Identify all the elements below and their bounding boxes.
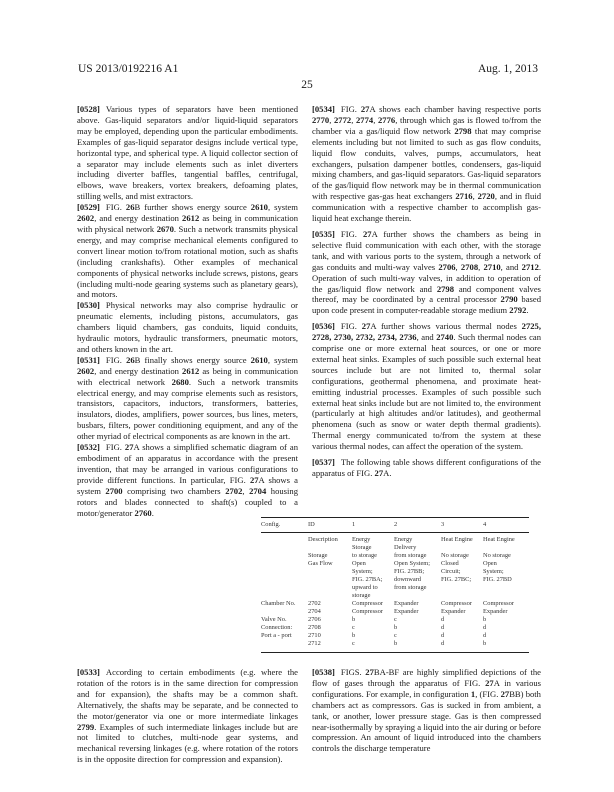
description-line: System; bbox=[352, 568, 373, 575]
description-line: Storage bbox=[352, 544, 372, 551]
description-line: No storage bbox=[483, 552, 511, 559]
paragraph-0528 bbox=[77, 104, 298, 202]
paragraph-text: A shows each chamber having respective ports bbox=[369, 104, 541, 114]
table-header-cell: ID bbox=[308, 521, 315, 528]
table-body bbox=[261, 600, 529, 648]
description-line bbox=[483, 584, 529, 592]
paragraph-text: . Examples of such intermediate linkages include but are not limited to clutches, multi-node gear systems, and mechanical reversing linkages (e.g. where rotation of the rotors is in the opposite direction for compression and expansion). bbox=[77, 721, 298, 765]
row-label bbox=[261, 608, 308, 616]
reference-numeral: 1 bbox=[470, 688, 476, 699]
paragraph-text: , through which gas is flowed to/from the chamber via a gas/liquid flow network bbox=[312, 114, 542, 136]
table-cell: Compressor bbox=[441, 600, 472, 607]
reference-numeral: 2712 bbox=[521, 261, 539, 272]
reference-numeral: 27 bbox=[361, 321, 371, 332]
reference-numeral: 2740 bbox=[436, 332, 454, 343]
paragraph-0533 bbox=[77, 667, 298, 765]
table-cell: c bbox=[352, 640, 355, 647]
paragraph-text: , bbox=[478, 261, 484, 272]
paragraph-0532 bbox=[77, 442, 298, 518]
description-line: No storage bbox=[441, 552, 469, 559]
description-line: Closed bbox=[441, 560, 459, 567]
paragraph-text: A in various configurations. For example, in configuration bbox=[312, 677, 542, 699]
publication-number: US 2013/0192216 A1 bbox=[78, 63, 179, 75]
description-line: from storage bbox=[394, 584, 427, 591]
reference-numeral: 2602 bbox=[77, 213, 95, 224]
reference-numeral: 27 bbox=[360, 104, 370, 114]
table-description-row bbox=[261, 536, 529, 600]
description-line: Heat Engine bbox=[441, 536, 473, 543]
table-header-cell: Config. bbox=[261, 521, 281, 528]
paragraph-0530 bbox=[77, 300, 298, 355]
table-header-row bbox=[261, 518, 529, 532]
configuration-table bbox=[261, 517, 529, 653]
paragraph-0531 bbox=[77, 355, 298, 442]
reference-numeral: 2720 bbox=[477, 191, 495, 202]
paragraph-text: FIG. bbox=[340, 321, 362, 332]
row-label: Chamber No. bbox=[261, 600, 296, 607]
description-line bbox=[394, 592, 441, 600]
description-line: FIG. 27BA; bbox=[352, 576, 383, 583]
paragraph-text: BB) both chambers act as compressors. Gas is sucked in from ambient, a tank, or another, lower pressure stage. Gas is then compressed near-isothermally by spraying a liquid into the air during or before compression. An amount of liquid introduced into the chambers controls the discharge temperature bbox=[312, 688, 541, 754]
reference-numeral: 2792 bbox=[509, 305, 527, 316]
paragraph-id: [0535] bbox=[312, 228, 335, 239]
table-cell: b bbox=[483, 640, 487, 647]
table-cell: Expander bbox=[483, 608, 508, 615]
paragraph-text: , bbox=[329, 114, 334, 125]
row-label: Connection: bbox=[261, 624, 293, 631]
paragraph-id: [0528] bbox=[77, 104, 100, 114]
table-cell: c bbox=[394, 616, 397, 623]
table-row bbox=[261, 608, 529, 616]
description-line: System; bbox=[483, 568, 504, 575]
row-id: 2704 bbox=[308, 608, 321, 615]
paragraph-0534 bbox=[312, 104, 541, 224]
reference-numeral: 2602 bbox=[77, 365, 95, 376]
paragraph-text: , (FIG. bbox=[475, 688, 501, 699]
reference-numeral: 2772 bbox=[334, 114, 352, 125]
row-id: 2706 bbox=[308, 616, 321, 623]
paragraph-0537 bbox=[312, 457, 541, 479]
right-column-bottom bbox=[312, 667, 541, 754]
table-row bbox=[261, 616, 529, 624]
paragraph-text: B further shows energy source bbox=[134, 202, 251, 213]
paragraph-id: [0529] bbox=[77, 202, 100, 213]
left-column-top bbox=[77, 104, 298, 518]
table-cell: Expander bbox=[394, 600, 419, 607]
paragraph-0535 bbox=[312, 229, 541, 316]
reference-numeral: 2760 bbox=[134, 507, 152, 518]
paragraph-id: [0538] bbox=[312, 667, 335, 677]
paragraph-id: [0537] bbox=[312, 457, 335, 468]
paragraph-text: . bbox=[151, 507, 154, 518]
left-column-bottom bbox=[77, 667, 298, 765]
paragraph-text: , bbox=[351, 114, 356, 125]
table-cell: c bbox=[352, 624, 355, 631]
paragraph-text: According to certain embodiments (e.g. where the rotation of the rotors is in the same direction for compression and for expansion), the shafts may be a common shaft. Alternatively, the shafts may be separate, and be connected to the motor/generator via one or more intermediate linkages bbox=[77, 667, 298, 721]
description-line: Heat Engine bbox=[483, 536, 515, 543]
reference-numeral: 27 bbox=[124, 442, 134, 453]
paragraph-text: , and bbox=[416, 332, 437, 343]
description-label: Description bbox=[308, 536, 338, 543]
paragraph-text: . bbox=[526, 305, 529, 316]
paragraph-id: [0533] bbox=[77, 667, 100, 677]
reference-numeral: 2774 bbox=[356, 114, 374, 125]
row-id: 2712 bbox=[308, 640, 321, 647]
table-row bbox=[261, 600, 529, 608]
table-row bbox=[261, 624, 529, 632]
description-line: downward bbox=[394, 576, 421, 583]
paragraph-id: [0536] bbox=[312, 321, 335, 332]
table-cell: Expander bbox=[441, 608, 466, 615]
table-cell: d bbox=[483, 624, 487, 631]
paragraph-text: A shows a simplified schematic diagram of an embodiment of an apparatus in accordance with the present invention, that may be arranged in various configurations to provide different functions. In particular, FIG. bbox=[77, 442, 298, 485]
paragraph-text: A further shows various thermal nodes bbox=[370, 321, 522, 332]
paragraph-text: as being in communication with electrical network bbox=[77, 365, 298, 387]
table-header-cell: 1 bbox=[352, 521, 356, 528]
table-cell: c bbox=[394, 632, 397, 639]
paragraph-text: , system bbox=[267, 202, 298, 213]
paragraph-id: [0531] bbox=[77, 354, 100, 365]
description-config-3 bbox=[441, 536, 483, 600]
description-line bbox=[483, 544, 529, 552]
paragraph-text: A. bbox=[383, 468, 392, 478]
description-line: FIG. 27BC; bbox=[441, 576, 472, 583]
table-cell: d bbox=[441, 624, 445, 631]
paragraph-text: A further shows the chambers as being in selective fluid communication with each other, with the storage tank, and with various ports to the system, through a network of gas conduits and multi-way valves bbox=[312, 228, 541, 272]
description-line bbox=[441, 544, 483, 552]
publication-date: Aug. 1, 2013 bbox=[477, 63, 538, 75]
reference-numeral: 2612 bbox=[182, 365, 200, 376]
paragraph-text: FIG. bbox=[105, 202, 126, 213]
description-line: storage bbox=[352, 592, 371, 599]
row-id: 2710 bbox=[308, 632, 321, 639]
paragraph-text: , bbox=[472, 191, 478, 202]
description-line: FIG. 27BD bbox=[483, 576, 512, 583]
paragraph-text: . Such a network transmits electrical energy, and may comprise elements such as resistors, transistors, capacitors, inductors, transformers, batteries, insulators, diodes, amplifiers, power sources, bus lines, meters, busbars, filters, power conditioning equipment, and any of the other myriad of electrical components as are known in the art. bbox=[77, 376, 298, 442]
table-cell: d bbox=[441, 632, 445, 639]
description-line bbox=[441, 592, 483, 600]
table-cell: b bbox=[483, 616, 487, 623]
reference-numeral: 2799 bbox=[77, 721, 95, 732]
paragraph-text: , bbox=[242, 485, 250, 496]
table-cell: Compressor bbox=[483, 600, 514, 607]
table-row bbox=[261, 640, 529, 648]
paragraph-text: . Operation of such multi-way valves, in addition to operation of the gas/liquid flow network and bbox=[312, 261, 542, 294]
paragraph-text: The following table shows different configurations of the apparatus of FIG. bbox=[312, 457, 541, 478]
reference-numeral: 26 bbox=[125, 202, 135, 213]
reference-numeral: 27 bbox=[365, 667, 374, 677]
description-line: Open System; bbox=[394, 560, 431, 567]
row-id: 2702 bbox=[308, 600, 321, 607]
paragraph-text: FIG. bbox=[340, 104, 361, 114]
reference-numeral: 2725, 2728, 2730, 2732, 2734, 2736 bbox=[312, 321, 541, 343]
table-cell: Expander bbox=[394, 608, 419, 615]
description-line bbox=[441, 584, 483, 592]
description-line: Open bbox=[483, 560, 497, 567]
table-cell: Compressor bbox=[352, 608, 383, 615]
table-cell: b bbox=[352, 616, 356, 623]
reference-numeral: 2612 bbox=[182, 213, 200, 224]
description-line: Energy bbox=[394, 536, 413, 543]
reference-numeral: 2610 bbox=[250, 354, 268, 365]
paragraph-text: comprising two chambers bbox=[122, 485, 226, 496]
paragraph-text: B finally shows energy source bbox=[134, 354, 251, 365]
table-header-cell: 2 bbox=[394, 521, 398, 528]
table-cell: d bbox=[483, 632, 487, 639]
paragraph-text: A shows a system bbox=[77, 474, 298, 496]
reference-numeral: 2798 bbox=[436, 283, 454, 294]
description-config-1 bbox=[352, 536, 394, 600]
paragraph-text: , and energy destination bbox=[94, 213, 183, 224]
description-line: Circuit; bbox=[441, 568, 461, 575]
paragraph-text: , and bbox=[500, 261, 522, 272]
paragraph-0536 bbox=[312, 321, 541, 452]
reference-numeral: 2670 bbox=[156, 223, 174, 234]
table-cell: b bbox=[394, 640, 398, 647]
paragraph-text: , bbox=[455, 261, 461, 272]
row-id: 2708 bbox=[308, 624, 321, 631]
paragraph-text: Various types of separators have been mentioned above. Gas-liquid separators and/or liquid-liquid separators may be employed, depending upon the particular embodiments. Examples of gas-liquid separator designs include vertical type, horizontal type, and spherical type. A liquid collector section of a separator may include elements such as inlet diverters including diverter baffles, tangential baffles, centrifugal, elbows, wave breakers, vortex breakers, defoaming plates, stilling wells, and mist extractors. bbox=[77, 104, 298, 202]
paragraph-text: FIG. bbox=[340, 228, 363, 239]
paragraph-text: and component valves thereof, may be coordinated by a central processor bbox=[312, 283, 541, 305]
description-line: FIG. 27BB; bbox=[394, 568, 425, 575]
description-config-2 bbox=[394, 536, 441, 600]
paragraph-text: FIGS. bbox=[340, 667, 366, 677]
reference-numeral: 2704 bbox=[249, 485, 267, 496]
paragraph-id: [0534] bbox=[312, 104, 335, 114]
paragraph-text: as being in communication with physical network bbox=[77, 213, 298, 234]
reference-numeral: 2680 bbox=[171, 376, 189, 387]
reference-numeral: 2708 bbox=[460, 261, 479, 272]
reference-numeral: 27 bbox=[500, 688, 510, 699]
paragraph-text: FIG. bbox=[105, 442, 125, 453]
table-cell: b bbox=[394, 624, 398, 631]
table-cell: b bbox=[352, 632, 356, 639]
table-cell: Compressor bbox=[352, 600, 383, 607]
paragraph-text: BA-BF are highly simplified depictions of the flow of gases through the apparatus of FIG. bbox=[312, 667, 541, 688]
description-line bbox=[483, 592, 529, 600]
paragraph-text: . Such thermal nodes can comprise one or more external heat sources, or one or more external heat sinks. Examples of such possible such external heat sources include but are not limited to, thermal solar configurations, geothermal phenomena, and proximate heat-emitting industrial processes. Examples of such possible such external heat sinks include but are not limited to, the environment (particularly at high altitudes and/or latitudes), and geothermal phenomena (such as snow or water depth thermal gradients). Thermal energy communicated to/from the system at these various thermal nodes, can affect the operation of the system. bbox=[312, 332, 541, 452]
page-number: 25 bbox=[301, 79, 313, 91]
paragraph-text: , bbox=[373, 114, 378, 125]
reference-numeral: 27 bbox=[362, 228, 372, 239]
paragraph-id: [0532] bbox=[77, 442, 100, 453]
table-header-rule bbox=[261, 532, 529, 533]
description-line: Delivery bbox=[394, 544, 417, 551]
row-label bbox=[261, 640, 308, 648]
reference-numeral: 2770 bbox=[312, 114, 330, 125]
description-line: upward to bbox=[352, 584, 378, 591]
reference-numeral: 2798 bbox=[454, 125, 472, 136]
paragraph-text: that may comprise elements including but not limited to such as gas flow conduits, liquid flow conduits, valves, pumps, accumulators, heat exchangers, pulsation dampener bottles, condensers, gas-liquid mixing chambers, and gas-liquid separators. Gas-liquid separators of the gas/liquid flow network may be in thermal communication with respective gas-gas heat exchangers bbox=[312, 125, 541, 202]
paragraph-text: based upon code present in computer-readable storage medium bbox=[312, 294, 541, 316]
reference-numeral: 27 bbox=[485, 677, 494, 688]
row-label: Valve No. bbox=[261, 616, 287, 623]
description-label: Gas Flow bbox=[308, 560, 333, 567]
paragraph-text: housing rotors and blades connected to shaft(s) coupled to a motor/generator bbox=[77, 485, 298, 518]
description-line: from storage bbox=[394, 552, 427, 559]
table-header-cell: 4 bbox=[483, 521, 487, 528]
right-column-top bbox=[312, 104, 541, 479]
row-label: Port a - port bbox=[261, 632, 292, 639]
description-line: to storage bbox=[352, 552, 378, 559]
paragraph-0529 bbox=[77, 202, 298, 300]
paragraph-text: FIG. bbox=[105, 354, 127, 365]
reference-numeral: 27 bbox=[374, 468, 384, 478]
paragraph-text: . Such a network transmits physical energy, and may comprise mechanical elements configured to convert linear motion to/from rotational motion, such as shafts (including crankshafts). Other examples of mechanical components of physical networks include screws, pistons, gears (including multi-node gearing systems such as planetary gears), and motors. bbox=[77, 223, 298, 300]
paragraph-text: Physical networks may also comprise hydraulic or pneumatic elements, including pistons, accumulators, gas chambers liquid chambers, gas conduits, liquid conduits, hydraulic motors, hydraulic transformers, pneumatic motors, and others known in the art. bbox=[77, 300, 298, 354]
table-cell: d bbox=[441, 640, 445, 647]
table-header-cell: 3 bbox=[441, 521, 445, 528]
description-line: Energy bbox=[352, 536, 371, 543]
paragraph-text: , system bbox=[267, 354, 298, 365]
description-label bbox=[308, 544, 352, 552]
reference-numeral: 2706 bbox=[438, 261, 456, 272]
paragraph-id: [0530] bbox=[77, 300, 100, 311]
description-labels bbox=[308, 536, 352, 600]
reference-numeral: 2702 bbox=[225, 485, 243, 496]
paragraph-0538 bbox=[312, 667, 541, 754]
reference-numeral: 2790 bbox=[500, 294, 518, 305]
reference-numeral: 27 bbox=[249, 474, 259, 485]
paragraph-text: , and energy destination bbox=[94, 365, 183, 376]
paragraph-text: , and in fluid communication with a respective chamber to accomplish gas-liquid heat exchange therein. bbox=[312, 191, 542, 224]
description-label: Storage bbox=[308, 552, 328, 559]
description-line: Open bbox=[352, 560, 366, 567]
description-config-4 bbox=[483, 536, 529, 600]
reference-numeral: 2700 bbox=[105, 485, 123, 496]
reference-numeral: 2610 bbox=[250, 202, 268, 213]
table-bottom-rule bbox=[261, 652, 529, 653]
reference-numeral: 2776 bbox=[378, 114, 396, 125]
table-row bbox=[261, 632, 529, 640]
table-cell: d bbox=[441, 616, 445, 623]
reference-numeral: 2716 bbox=[455, 191, 473, 202]
reference-numeral: 2710 bbox=[483, 261, 501, 272]
reference-numeral: 26 bbox=[126, 354, 135, 365]
